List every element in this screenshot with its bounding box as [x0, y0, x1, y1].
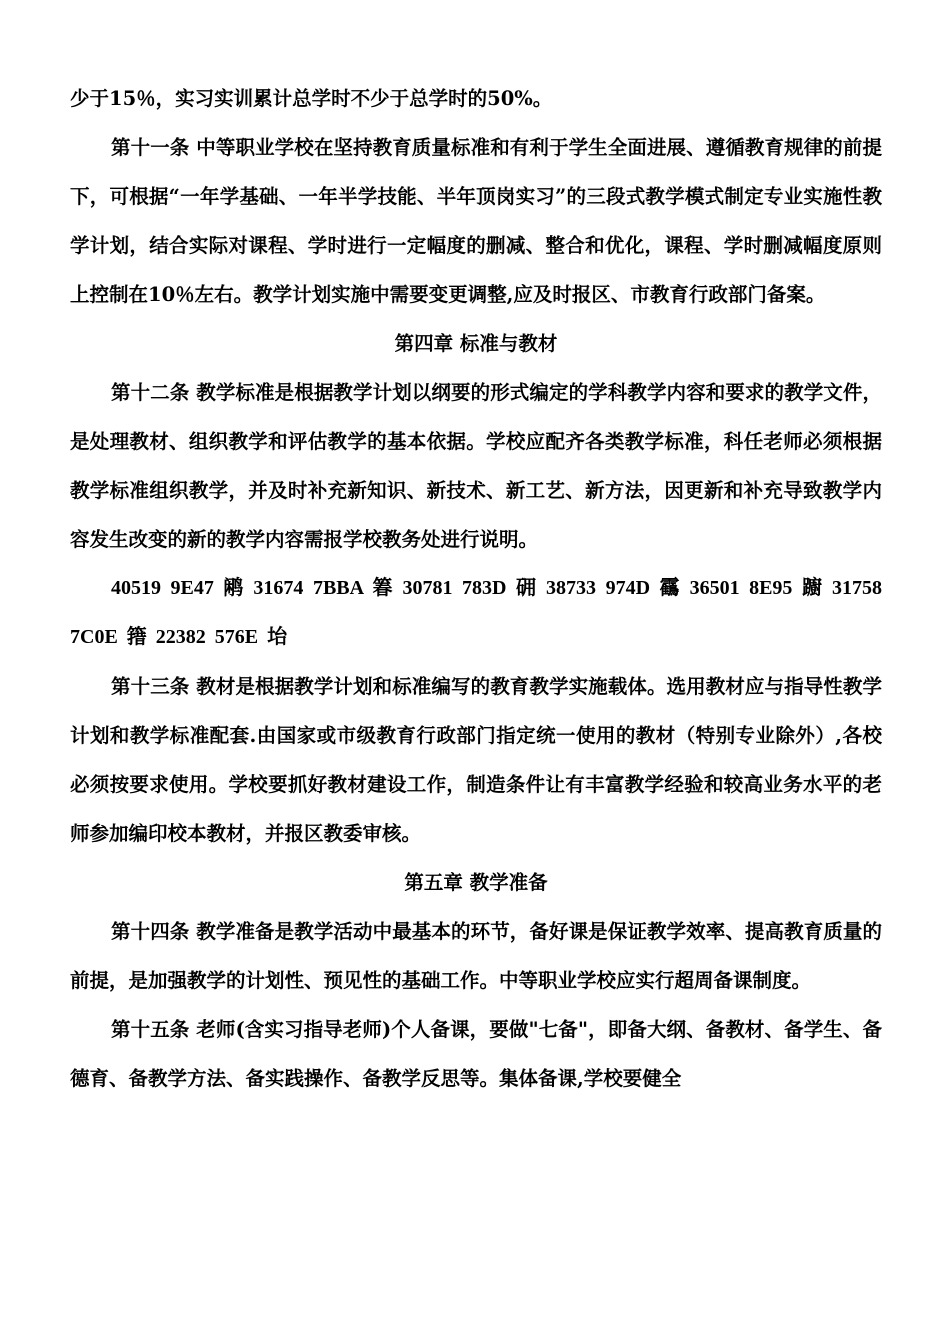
chapter-5-heading: 第五章 教学准备 [404, 871, 548, 894]
character-code-line: 40519 9E47 鹇 31674 7BBA 箺 30781 783D 砽 38733 974D 靍 36501 8E95 躕 31758 7C0E 簎 22382 576E 坮 [70, 577, 882, 648]
document-page [70, 74, 882, 1103]
article-12-paragraph: 第十二条 教学标准是根据教学计划以纲要的形式编定的学科教学内容和要求的教学文件，是处理教材、组织教学和评估教学的基本依据。学校应配齐各类教学标准，科任老师必须根据教学标准组织教学，并及时补充新知识、新技术、新工艺、新方法，因更新和补充导致教学内容发生改变的新的教学内容需报学校教务处进行说明。 [70, 381, 882, 551]
article-14-paragraph: 第十四条 教学准备是教学活动中最基本的环节，备好课是保证教学效率、提高教育质量的前提，是加强教学的计划性、预见性的基础工作。中等职业学校应实行超周备课制度。 [70, 920, 882, 992]
paragraph-continuation: 少于15％，实习实训累计总学时不少于总学时的50%。 [70, 87, 553, 110]
article-15-paragraph: 第十五条 老师(含实习指导老师)个人备课，要做"七备"，即备大纲、备教材、备学生、备德育、备教学方法、备实践操作、备教学反思等。集体备课,学校要健全 [70, 1018, 882, 1090]
article-11-paragraph: 第十一条 中等职业学校在坚持教育质量标准和有利于学生全面进展、遵循教育规律的前提下，可根据“一年学基础、一年半学技能、半年顶岗实习”的三段式教学模式制定专业实施性教学计划，结合实际对课程、学时进行一定幅度的删减、整合和优化，课程、学时删减幅度原则上控制在10％左右。教学计划实施中需要变更调整,应及时报区、市教育行政部门备案。 [70, 136, 882, 306]
article-13-paragraph: 第十三条 教材是根据教学计划和标准编写的教育教学实施载体。选用教材应与指导性教学计划和教学标准配套.由国家或市级教育行政部门指定统一使用的教材（特别专业除外）,各校必须按要求使用。学校要抓好教材建设工作，制造条件让有丰富教学经验和较高业务水平的老师参加编印校本教材，并报区教委审核。 [70, 675, 882, 845]
chapter-4-heading: 第四章 标准与教材 [394, 332, 558, 355]
